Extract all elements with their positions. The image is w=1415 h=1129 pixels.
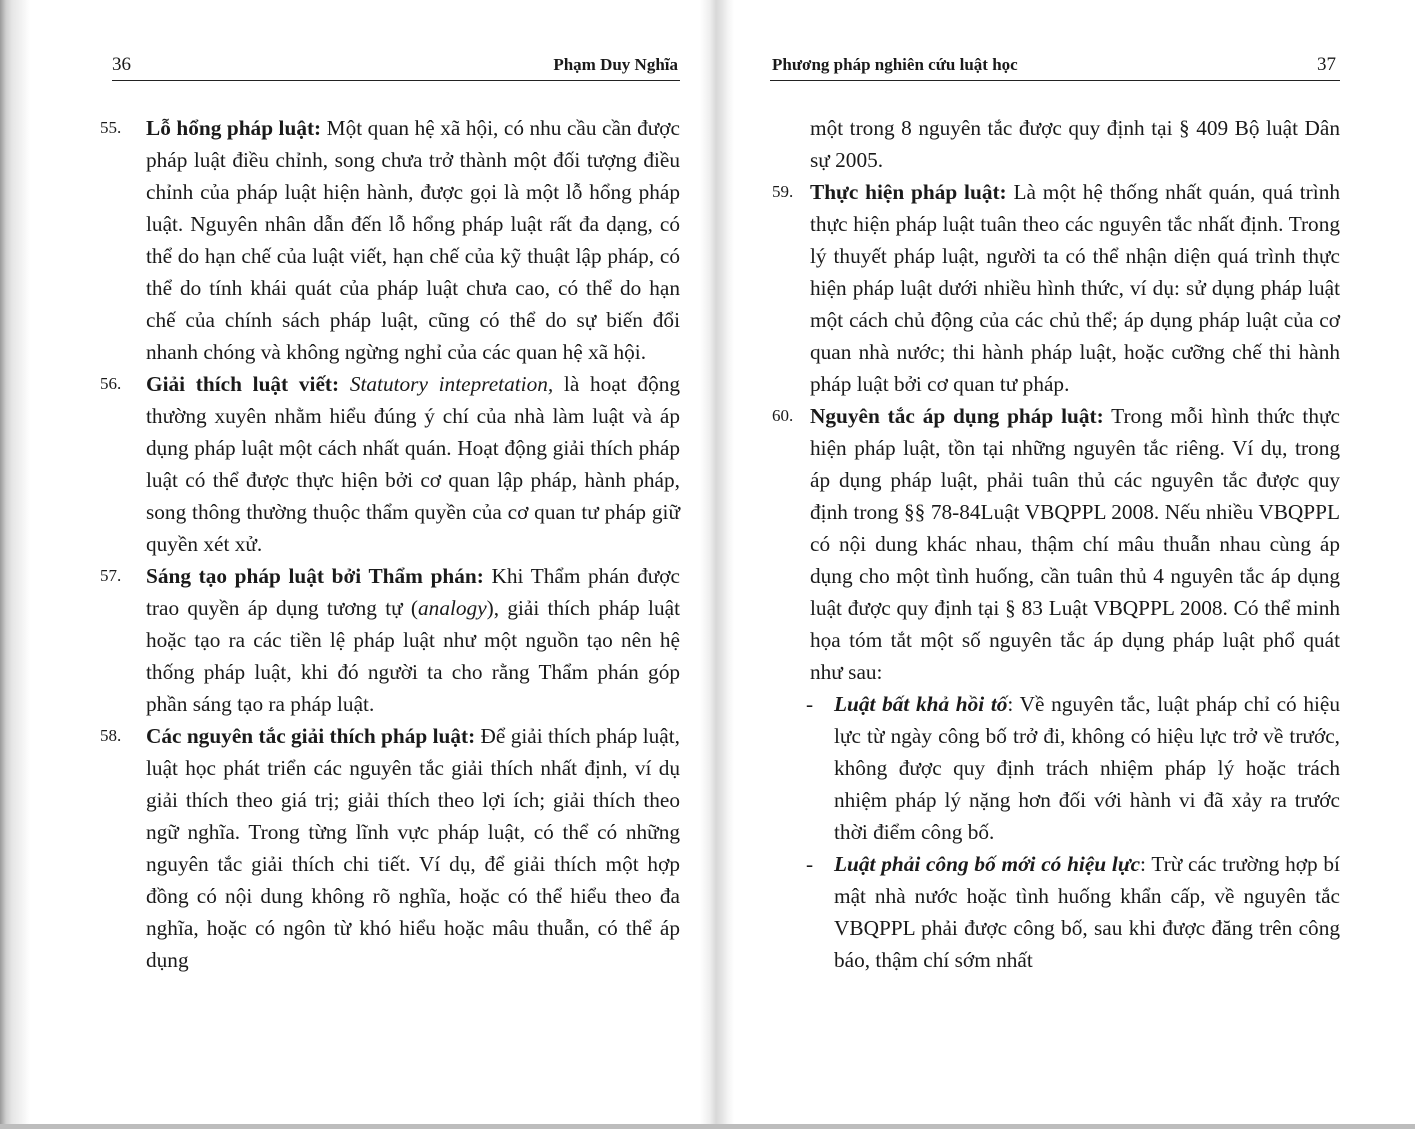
entry-text: Một quan hệ xã hội, có nhu cầu cần được pháp luật điều chỉnh, song chưa trở thành một đối tượng điều chỉnh của pháp luật hiện hành, được gọi là một lỗ hổng pháp luật. Nguyên nhân dẫn đến lỗ hổng pháp luật rất đa dạng, có thể do hạn chế của luật viết, hạn chế của kỹ thuật lập pháp, có thể do tính khái quát của pháp luật chưa cao, có thể do hạn chế của chính sách pháp luật, cũng có thể do sự biến đổi nhanh chóng và không ngừng nghỉ của các quan hệ xã hội.: [146, 116, 680, 364]
left-page-body: [100, 112, 680, 976]
page-number: 36: [112, 54, 131, 75]
entry-59: [770, 176, 1340, 400]
entry-italic: Statutory intepretation,: [349, 372, 554, 396]
running-head: Phạm Duy Nghĩa: [553, 55, 678, 74]
entry-text: Khi Thẩm phán được trao quyền áp dụng tương tự (: [146, 564, 680, 620]
entry-text: ), giải thích pháp luật hoặc tạo ra các tiền lệ pháp luật như một nguồn tạo nên hệ thống pháp luật, khi đó người ta cho rằng Thẩm phán góp phần sáng tạo ra pháp luật.: [146, 596, 680, 716]
right-page-body: [770, 112, 1340, 976]
entry-text: Để giải thích pháp luật, luật học phát triển các nguyên tắc giải thích nhất định, ví dụ giải thích theo giá trị; giải thích theo lợi ích; giải thích theo ngữ nghĩa. Trong từng lĩnh vực pháp luật, có thể có những nguyên tắc giải thích chi tiết. Ví dụ, để giải thích một hợp đồng có nội dung không rõ nghĩa, hoặc có thể hiểu theo đa nghĩa, hoặc có ngôn từ khó hiểu hoặc mâu thuẫn, có thể áp dụng: [146, 724, 680, 972]
bullet-item: [770, 688, 1340, 848]
bullet-dash: -: [806, 852, 814, 876]
page-edge-shadow: [0, 0, 30, 1129]
page-number: 37: [1317, 54, 1336, 75]
entry-term: Nguyên tắc áp dụng pháp luật:: [810, 404, 1104, 428]
running-head: Phương pháp nghiên cứu luật học: [772, 55, 1018, 74]
bullet-text: : Về nguyên tắc, luật pháp chỉ có hiệu lực từ ngày công bố trở đi, không có hiệu lực trở về trước, không được quy định trách nhiệm pháp lý hoặc trách nhiệm pháp lý nặng hơn đối với hành vi đã xảy ra trước thời điểm công bố.: [834, 692, 1340, 844]
entry-italic: analogy: [418, 596, 487, 620]
entry-56: [100, 368, 680, 560]
entry-term: Lỗ hổng pháp luật:: [146, 116, 322, 140]
bullet-term: Luật bất khả hồi tố: [834, 692, 1008, 716]
bullet-dash: -: [806, 692, 814, 716]
entry-number: 60.: [772, 406, 794, 425]
entry-text: là hoạt động thường xuyên nhằm hiểu đúng ý chí của nhà làm luật và áp dụng pháp luật một cách nhất quán. Hoạt động giải thích pháp luật có thể được thực hiện bởi cơ quan lập pháp, hành pháp, song thông thường thuộc thẩm quyền của cơ quan tư pháp giữ quyền xét xử.: [146, 372, 681, 556]
entry-term: Giải thích luật viết:: [146, 372, 340, 396]
bullet-item: [770, 848, 1340, 976]
entry-term: Thực hiện pháp luật:: [810, 180, 1007, 204]
entry-55: [100, 112, 680, 368]
right-page-header: [770, 48, 1340, 81]
left-page-header: [112, 48, 680, 81]
entry-number: 55.: [100, 118, 122, 137]
entry-57: [100, 560, 680, 720]
continuation-text: một trong 8 nguyên tắc được quy định tại § 409 Bộ luật Dân sự 2005.: [810, 116, 1340, 172]
entry-58: [100, 720, 680, 976]
entry-text: Trong mỗi hình thức thực hiện pháp luật, tồn tại những nguyên tắc riêng. Ví dụ, trong áp dụng pháp luật, phải tuân thủ các nguyên tắc được quy định trong §§ 78-84Luật VBQPPL 2008. Nếu nhiều VBQPPL có nội dung khác nhau, thậm chí mâu thuẫn nhau cùng áp dụng cho một tình huống, cần tuân thủ 4 nguyên tắc áp dụng luật được quy định tại § 83 Luật VBQPPL 2008. Có thể minh họa tóm tắt một số nguyên tắc áp dụng pháp luật phổ quát như sau:: [810, 404, 1340, 684]
entry-number: 59.: [772, 182, 794, 201]
entry-number: 56.: [100, 374, 122, 393]
entry-text: Là một hệ thống nhất quán, quá trình thực hiện pháp luật tuân theo các nguyên tắc nhất định. Trong lý thuyết pháp luật, người ta có thể nhận diện quá trình thực hiện pháp luật dưới nhiều hình thức, ví dụ: sử dụng pháp luật một cách chủ động của các chủ thể; áp dụng pháp luật của cơ quan nhà nước; thi hành pháp luật, hoặc cưỡng chế thi hành pháp luật bởi cơ quan tư pháp.: [810, 180, 1340, 396]
bullet-text: : Trừ các trường hợp bí mật nhà nước hoặc tình huống khẩn cấp, về nguyên tắc VBQPPL phải được công bố, sau khi được đăng trên công báo, thậm chí sớm nhất: [834, 852, 1340, 972]
entry-60: [770, 400, 1340, 688]
right-page: [770, 0, 1340, 1129]
entry-number: 57.: [100, 566, 122, 585]
entry-term: Các nguyên tắc giải thích pháp luật:: [146, 724, 476, 748]
bullet-term: Luật phải công bố mới có hiệu lực: [834, 852, 1141, 876]
book-gutter: [700, 0, 734, 1129]
entry-term: Sáng tạo pháp luật bởi Thẩm phán:: [146, 564, 484, 588]
left-page: [100, 0, 680, 1129]
entry-number: 58.: [100, 726, 122, 745]
